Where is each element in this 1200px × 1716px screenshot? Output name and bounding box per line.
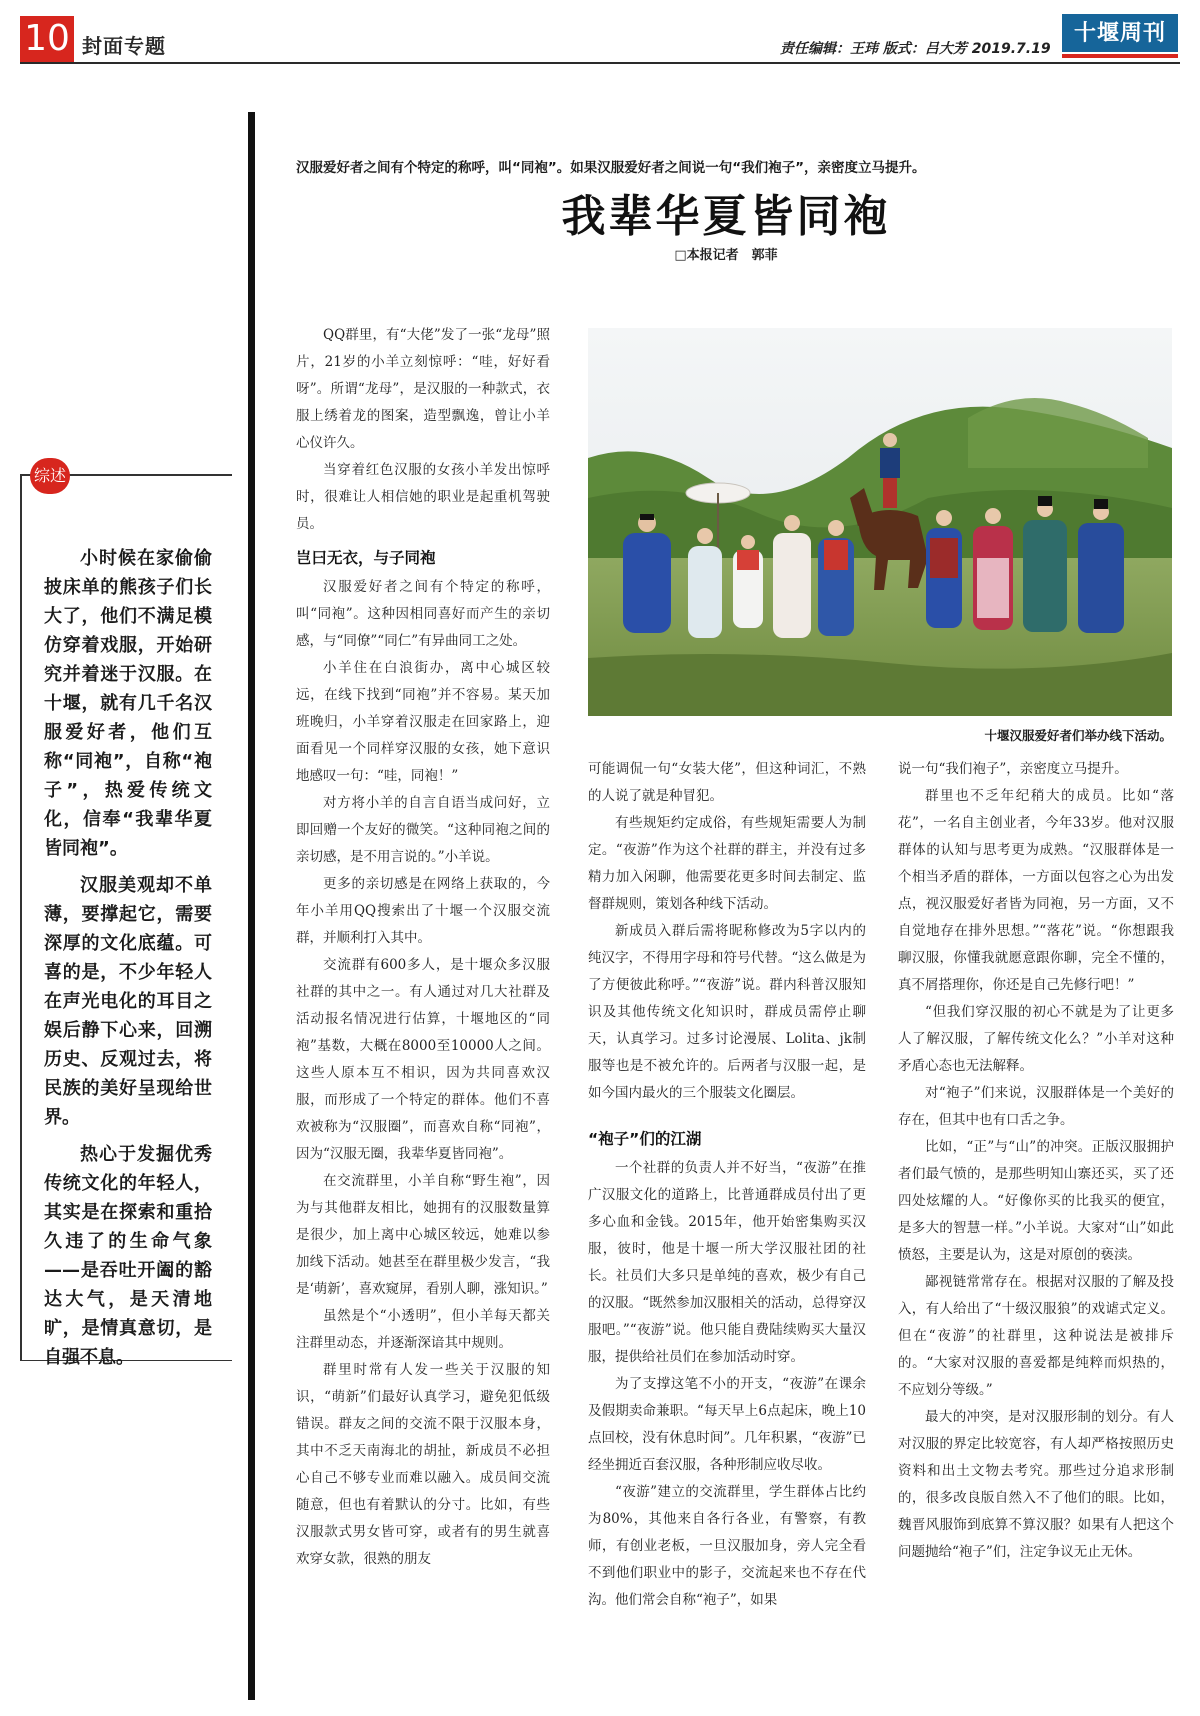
body-paragraph: 汉服爱好者之间有个特定的称呼，叫“同袍”。这种因相同喜好而产生的亲切感，与“同僚”“同仁”有异曲同工之处。 bbox=[296, 579, 550, 649]
body-paragraph: 更多的亲切感是在网络上获取的，今年小羊用QQ搜索出了十堰一个汉服交流群，并顺利打入其中。 bbox=[296, 876, 550, 946]
summary-left-rule bbox=[20, 474, 22, 1360]
body-paragraph: QQ群里，有“大佬”发了一张“龙母”照片，21岁的小羊立刻惊呼：“哇，好好看呀”。所谓“龙母”，是汉服的一种款式，衣服上绣着龙的图案，造型飘逸，曾让小羊心仪许久。 bbox=[296, 327, 550, 451]
body-paragraph: 鄙视链常常存在。根据对汉服的了解及投入，有人给出了“十级汉服狼”的戏谑式定义。但在“夜游”的社群里，这种说法是被排斥的。“大家对汉服的喜爱都是纯粹而炽热的，不应划分等级。” bbox=[898, 1274, 1174, 1398]
body-paragraph: 群里也不乏年纪稍大的成员。比如“落花”，一名自主创业者，今年33岁。他对汉服群体的认知与思考更为成熟。“汉服群体是一个相当矛盾的群体，一方面以包容之心为出发点，视汉服爱好者皆为同袍，另一方面，又不自觉地存在排外思想。”“落花”说。“你想跟我聊汉服，你懂我就愿意跟你聊，完全不懂的，真不屑搭理你，你还是自己先修行吧！” bbox=[898, 788, 1174, 993]
body-paragraph: 说一句“我们袍子”，亲密度立马提升。 bbox=[898, 761, 1128, 777]
body-paragraph: 为了支撑这笔不小的开支，“夜游”在课余及假期卖命兼职。“每天早上6点起床，晚上10点回校，没有休息时间”。几年积累，“夜游”已经坐拥近百套汉服，各种形制应收尽收。 bbox=[588, 1376, 866, 1473]
brand-underline bbox=[1062, 54, 1178, 58]
body-paragraph: 交流群有600多人，是十堰众多汉服社群的其中之一。有人通过对几大社群及活动报名情况进行估算，十堰地区的“同袍”基数，大概在8000至10000人之间。这些人原本互不相识，因为共同喜欢汉服，而形成了一个特定的群体。他们不喜欢被称为“汉服圈”，而喜欢自称“同袍”，因为“汉服无圈，我辈华夏皆同袍”。 bbox=[296, 957, 550, 1162]
editor-meta: 责任编辑：王玮 版式：吕大芳 2019.7.19 bbox=[780, 41, 1051, 57]
body-paragraph: 比如，“正”与“山”的冲突。正版汉服拥护者们最气愤的，是那些明知山寨还买，买了还四处炫耀的人。“好像你买的比我买的便宜，是多大的智慧一样。”小羊说。大家对“山”如此愤怒，主要是认为，这是对原创的亵渎。 bbox=[898, 1139, 1174, 1263]
event-photo bbox=[588, 328, 1172, 716]
subheading: 岂曰无衣，与子同袍 bbox=[296, 549, 436, 567]
article-lede: 汉服爱好者之间有个特定的称呼，叫“同袍”。如果汉服爱好者之间说一句“我们袍子”，亲密度立马提升。 bbox=[296, 160, 926, 176]
article-byline: □本报记者 郭菲 bbox=[674, 248, 778, 263]
body-paragraph: 虽然是个“小透明”，但小羊每天都关注群里动态，并逐渐深谙其中规则。 bbox=[296, 1308, 550, 1351]
section-title: 封面专题 bbox=[82, 34, 166, 58]
subheading: “袍子”们的江湖 bbox=[588, 1130, 702, 1148]
summary-text bbox=[44, 544, 212, 1380]
body-paragraph: 可能调侃一句“女装大佬”，但这种词汇，不熟的人说了就是种冒犯。 bbox=[588, 761, 866, 804]
body-paragraph: 对方将小羊的自言自语当成问好，立即回赠一个友好的微笑。“这种同袍之间的亲切感，是不用言说的。”小羊说。 bbox=[296, 795, 550, 865]
body-paragraph: “夜游”建立的交流群里，学生群体占比约为80%，其他来自各行各业，有警察，有教师，有创业老板，一旦汉服加身，旁人完全看不到他们职业中的影子，交流起来也不存在代沟。他们常会自称“袍子”，如果 bbox=[588, 1484, 866, 1608]
summary-badge: 综述 bbox=[30, 458, 70, 494]
body-paragraph: 新成员入群后需将昵称修改为5字以内的纯汉字，不得用字母和符号代替。“这么做是为了方便彼此称呼。”“夜游”说。群内科普汉服知识及其他传统文化知识时，群成员需停止聊天，认真学习。过多讨论漫展、Lolita、jk制服等也是不被允许的。后两者与汉服一起，是如今国内最火的三个服装文化圈层。 bbox=[588, 923, 866, 1101]
vertical-divider bbox=[248, 112, 255, 1700]
body-paragraph: 一个社群的负责人并不好当，“夜游”在推广汉服文化的道路上，比普通群成员付出了更多心血和金钱。2015年，他开始密集购买汉服，彼时，他是十堰一所大学汉服社团的社长。社员们大多只是单纯的喜欢，极少有自己的汉服。“既然参加汉服相关的活动，总得穿汉服吧。”“夜游”说。他只能自费陆续购买大量汉服，提供给社员们在参加活动时穿。 bbox=[588, 1160, 866, 1365]
body-paragraph: 小羊住在白浪街办，离中心城区较远，在线下找到“同袍”并不容易。某天加班晚归，小羊穿着汉服走在回家路上，迎面看见一个同样穿汉服的女孩，她下意识地感叹一句：“哇，同袍！” bbox=[296, 660, 550, 784]
article-column-2 bbox=[588, 756, 866, 1714]
body-paragraph: 有些规矩约定成俗，有些规矩需要人为制定。“夜游”作为这个社群的群主，并没有过多精力加入闲聊，他需要花更多时间去制定、监督群规则，策划各种线下活动。 bbox=[588, 815, 866, 912]
summary-paragraph: 热心于发掘优秀传统文化的年轻人，其实是在探索和重拾久违了的生命气象——是吞吐开阖的豁达大气，是天清地旷，是情真意切，是自强不息。 bbox=[44, 1144, 212, 1368]
body-paragraph: 最大的冲突，是对汉服形制的划分。有人对汉服的界定比较宽容，有人却严格按照历史资料和出土文物去考究。那些过分追求形制的，很多改良版自然入不了他们的眼。比如，魏晋风服饰到底算不算汉服？如果有人把这个问题抛给“袍子”们，注定争议无止无休。 bbox=[898, 1409, 1174, 1560]
brand-logo: 十堰周刊 bbox=[1062, 14, 1178, 52]
page-number: 10 bbox=[20, 16, 74, 62]
body-paragraph: 群里时常有人发一些关于汉服的知识，“萌新”们最好认真学习，避免犯低级错误。群友之间的交流不限于汉服本身，其中不乏天南海北的胡扯，新成员不必担心自己不够专业而难以融入。成员间交流随意，但也有着默认的分寸。比如，有些汉服款式男女皆可穿，或者有的男生就喜欢穿女款，很熟的朋友 bbox=[296, 1362, 550, 1567]
summary-paragraph: 汉服美观却不单薄，要撑起它，需要深厚的文化底蕴。可喜的是，不少年轻人在声光电化的耳目之娱后静下心来，回溯历史、反观过去，将民族的美好呈现给世界。 bbox=[44, 875, 212, 1128]
article-column-1 bbox=[296, 322, 550, 1714]
summary-paragraph: 小时候在家偷偷披床单的熊孩子们长大了，他们不满足模仿穿着戏服，开始研究并着迷于汉服。在十堰，就有几千名汉服爱好者，他们互称“同袍”，自称“袍子”，热爱传统文化，信奉“我辈华夏皆同袍”。 bbox=[44, 548, 212, 859]
header-rule bbox=[20, 62, 1180, 64]
body-paragraph: 在交流群里，小羊自称“野生袍”，因为与其他群友相比，她拥有的汉服数量算是很少，加上离中心城区较远，她难以参加线下活动。她甚至在群里极少发言，“我是‘萌新’，喜欢窥屏，看别人聊，涨知识。” bbox=[296, 1173, 550, 1297]
body-paragraph: “但我们穿汉服的初心不就是为了让更多人了解汉服，了解传统文化么？”小羊对这种矛盾心态也无法解释。 bbox=[898, 1004, 1174, 1074]
article-column-3 bbox=[898, 756, 1174, 1656]
article-title: 我辈华夏皆同袍 bbox=[561, 191, 891, 242]
photo-caption: 十堰汉服爱好者们举办线下活动。 bbox=[984, 728, 1172, 743]
body-paragraph: 对“袍子”们来说，汉服群体是一个美好的存在，但其中也有口舌之争。 bbox=[898, 1085, 1174, 1128]
body-paragraph: 当穿着红色汉服的女孩小羊发出惊呼时，很难让人相信她的职业是起重机驾驶员。 bbox=[296, 462, 550, 532]
